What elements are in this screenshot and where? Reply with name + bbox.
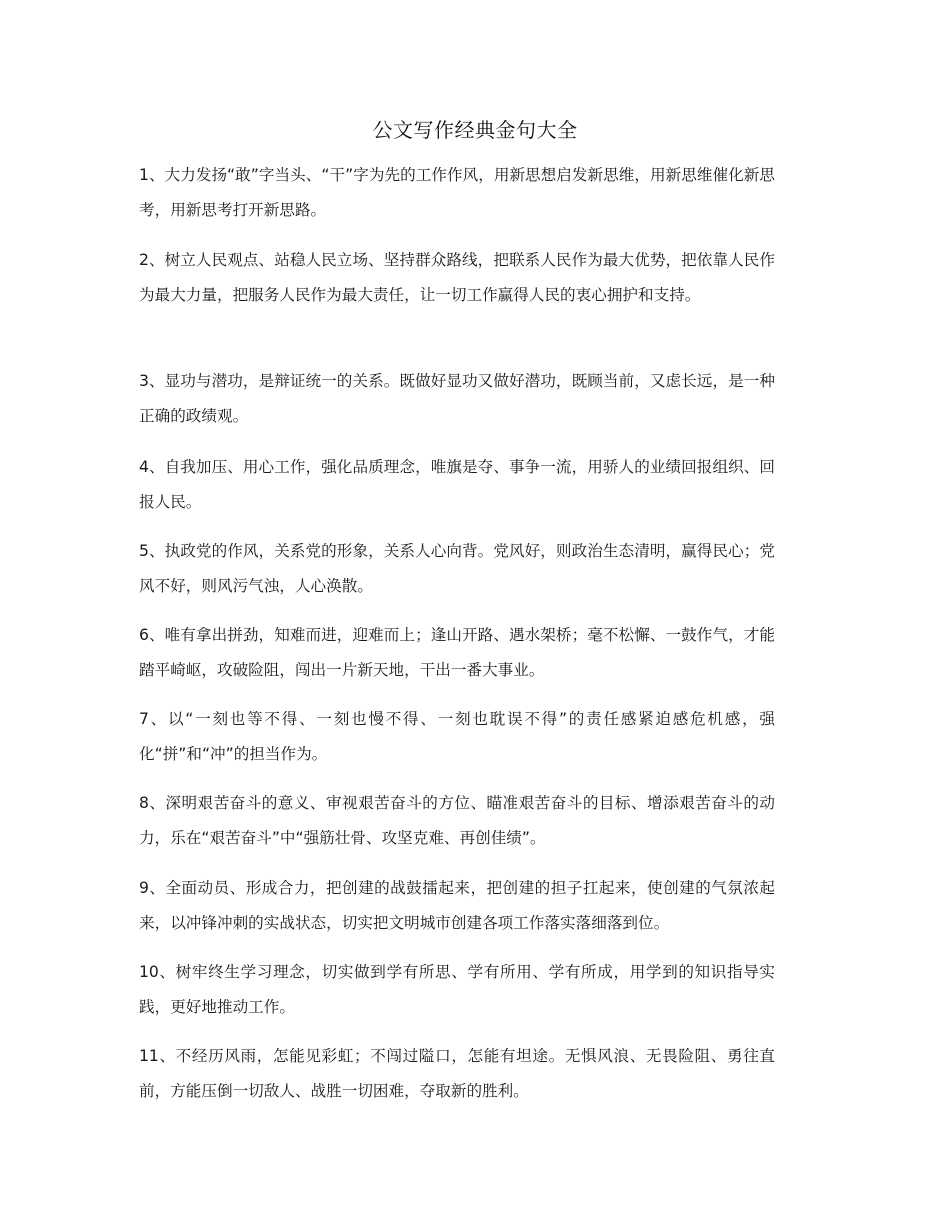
list-item-3: 3、显功与潜功，是辩证统一的关系。既做好显功又做好潜功，既顾当前，又虑长远，是一种正确的政绩观。 [139,372,775,425]
document-title: 公文写作经典金句大全 [372,118,578,142]
list-item-5: 5、执政党的作风，关系党的形象，关系人心向背。党风好，则政治生态清明，赢得民心；党风不好，则风污气浊，人心涣散。 [139,542,775,595]
list-item-10: 10、树牢终生学习理念，切实做到学有所思、学有所用、学有所成，用学到的知识指导实践，更好地推动工作。 [139,963,775,1016]
list-item-7: 7、以“一刻也等不得、一刻也慢不得、一刻也耽误不得”的责任感紧迫感危机感，强化“拼”和“冲”的担当作为。 [139,710,775,763]
list-item-2: 2、树立人民观点、站稳人民立场、坚持群众路线，把联系人民作为最大优势，把依靠人民作为最大力量，把服务人民作为最大责任，让一切工作赢得人民的衷心拥护和支持。 [139,251,775,304]
list-item-4: 4、自我加压、用心工作，强化品质理念，唯旗是夺、事争一流，用骄人的业绩回报组织、回报人民。 [139,458,775,511]
list-item-6: 6、唯有拿出拼劲，知难而进，迎难而上；逢山开路、遇水架桥；毫不松懈、一鼓作气，才能踏平崎岖，攻破险阻，闯出一片新天地，干出一番大事业。 [139,626,775,679]
list-item-8: 8、深明艰苦奋斗的意义、审视艰苦奋斗的方位、瞄准艰苦奋斗的目标、增添艰苦奋斗的动力，乐在“艰苦奋斗”中“强筋壮骨、攻坚克难、再创佳绩”。 [139,794,775,847]
list-item-1: 1、大力发扬“敢”字当头、“干”字为先的工作作风，用新思想启发新思维，用新思维催化新思考，用新思考打开新思路。 [139,166,775,219]
list-item-9: 9、全面动员、形成合力，把创建的战鼓擂起来，把创建的担子扛起来，使创建的气氛浓起来，以冲锋冲刺的实战状态，切实把文明城市创建各项工作落实落细落到位。 [139,879,775,932]
list-item-11: 11、不经历风雨，怎能见彩虹；不闯过隘口，怎能有坦途。无惧风浪、无畏险阻、勇往直前，方能压倒一切敌人、战胜一切困难，夺取新的胜利。 [139,1047,775,1100]
